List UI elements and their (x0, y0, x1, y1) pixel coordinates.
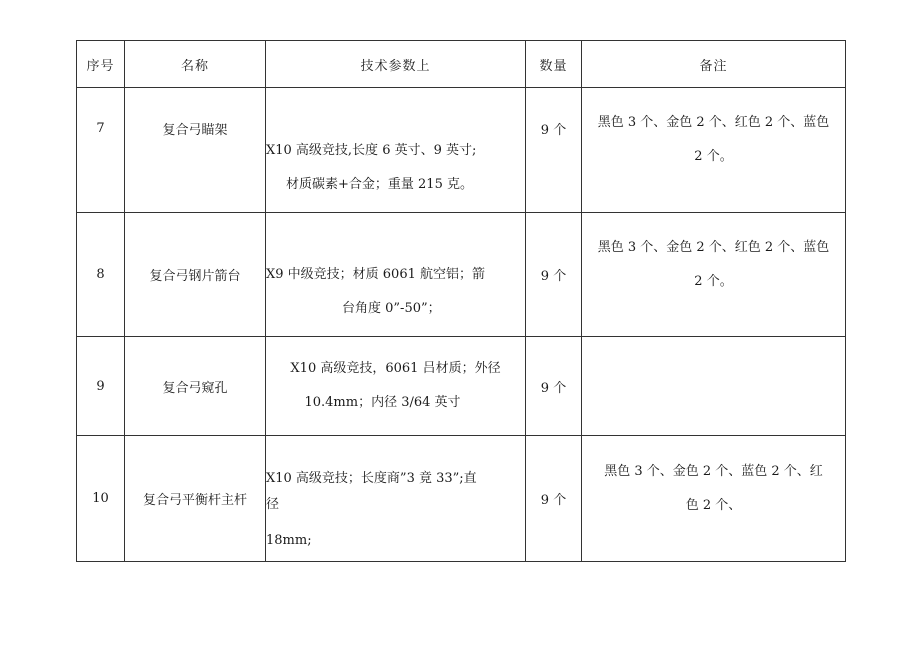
header-name: 名称 (125, 41, 266, 88)
row-note (582, 337, 846, 436)
table-row (77, 337, 846, 436)
spec-table (76, 40, 846, 562)
row-qty: 9 个 (526, 436, 582, 562)
row-name: 复合弓瞄架 (125, 88, 266, 213)
header-tech: 技术参数上 (266, 41, 526, 88)
header-qty: 数量 (526, 41, 582, 88)
row-qty: 9 个 (526, 88, 582, 213)
row-tech: X10 高级竞技；长度商”3 竟 33”;直 径 18mm; (266, 436, 526, 562)
row-qty: 9 个 (526, 337, 582, 436)
row-qty: 9 个 (526, 213, 582, 337)
row-tech: X10 高级竞技,长度 6 英寸、9 英寸; 材质碳素+合金；重量 215 克。 (266, 88, 526, 213)
header-row (77, 41, 846, 88)
row-note: 黑色 3 个、金色 2 个、红色 2 个、蓝色 2 个。 (582, 88, 846, 213)
row-index: 9 (77, 337, 125, 436)
row-note: 黑色 3 个、金色 2 个、红色 2 个、蓝色 2 个。 (582, 213, 846, 337)
row-tech: X9 中级竞技；材质 6061 航空铝；箭 台角度 0”-50”； (266, 213, 526, 337)
header-index: 序号 (77, 41, 125, 88)
header-note: 备注 (582, 41, 846, 88)
table-row (77, 436, 846, 562)
row-index: 7 (77, 88, 125, 213)
row-note: 黑色 3 个、金色 2 个、蓝色 2 个、红 色 2 个、 (582, 436, 846, 562)
row-name: 复合弓钢片箭台 (125, 213, 266, 337)
table-row (77, 88, 846, 213)
row-index: 8 (77, 213, 125, 337)
row-tech: X10 高级竞技，6061 吕材质；外径 10.4mm；内径 3/64 英寸 (266, 337, 526, 436)
table-row (77, 213, 846, 337)
row-index: 10 (77, 436, 125, 562)
row-name: 复合弓平衡杆主杆 (125, 436, 266, 562)
row-name: 复合弓窥孔 (125, 337, 266, 436)
